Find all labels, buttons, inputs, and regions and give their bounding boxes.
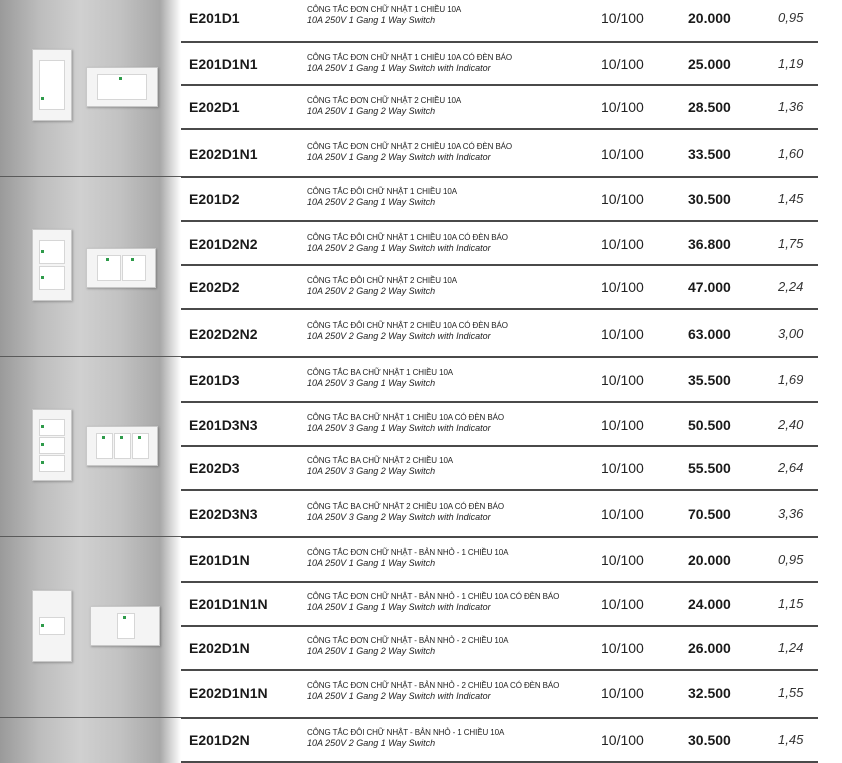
description-english: 10A 250V 3 Gang 1 Way Switch xyxy=(307,378,436,388)
table-row xyxy=(181,358,818,401)
description-english: 10A 250V 1 Gang 2 Way Switch with Indicator xyxy=(307,152,491,162)
group-separator xyxy=(0,176,181,177)
table-row xyxy=(181,719,818,761)
description-english: 10A 250V 3 Gang 2 Way Switch xyxy=(307,466,436,476)
price-vnd: 20.000 xyxy=(688,552,731,568)
pack-quantity: 10/100 xyxy=(601,279,644,295)
product-description xyxy=(307,96,607,116)
pack-quantity: 10/100 xyxy=(601,596,644,612)
price-usd: 0,95 xyxy=(778,552,804,567)
description-english: 10A 250V 1 Gang 1 Way Switch with Indicator xyxy=(307,602,491,612)
description-english: 10A 250V 1 Gang 2 Way Switch xyxy=(307,646,436,656)
description-english: 10A 250V 1 Gang 2 Way Switch with Indicator xyxy=(307,691,491,701)
price-usd: 1,15 xyxy=(778,596,804,611)
pack-quantity: 10/100 xyxy=(601,732,644,748)
pack-quantity: 10/100 xyxy=(601,552,644,568)
price-usd: 1,45 xyxy=(778,732,804,747)
product-code: E202D3 xyxy=(189,460,240,476)
description-english: 10A 250V 2 Gang 1 Way Switch with Indicator xyxy=(307,243,491,253)
description-english: 10A 250V 2 Gang 1 Way Switch xyxy=(307,197,436,207)
price-vnd: 26.000 xyxy=(688,640,731,656)
price-usd: 1,60 xyxy=(778,146,804,161)
price-vnd: 63.000 xyxy=(688,326,731,342)
description-vietnamese: CÔNG TẮC ĐÔI CHỮ NHẬT 1 CHIỀU 10A CÓ ĐÈN BÁO xyxy=(307,233,508,242)
product-description xyxy=(307,276,607,296)
single-switch-horizontal-image xyxy=(86,67,158,107)
description-vietnamese: CÔNG TẮC ĐƠN CHỮ NHẬT - BẢN NHỎ - 1 CHIỀU 10A xyxy=(307,548,509,557)
table-row xyxy=(181,447,818,489)
table-row xyxy=(181,310,818,356)
pack-quantity: 10/100 xyxy=(601,372,644,388)
description-vietnamese: CÔNG TẮC ĐƠN CHỮ NHẬT - BẢN NHỎ - 2 CHIỀU 10A CÓ ĐÈN BÁO xyxy=(307,681,560,690)
price-vnd: 70.500 xyxy=(688,506,731,522)
product-description xyxy=(307,321,607,341)
product-description xyxy=(307,53,607,73)
product-code: E201D3 xyxy=(189,372,240,388)
description-vietnamese: CÔNG TẮC ĐƠN CHỮ NHẬT 2 CHIỀU 10A xyxy=(307,96,462,105)
description-vietnamese: CÔNG TẮC BA CHỮ NHẬT 2 CHIỀU 10A xyxy=(307,456,454,465)
table-row xyxy=(181,266,818,308)
product-description xyxy=(307,187,607,207)
group-separator xyxy=(0,717,181,718)
price-usd: 2,24 xyxy=(778,279,804,294)
product-code: E201D2N2 xyxy=(189,236,258,252)
small-switch-horizontal-image xyxy=(90,606,160,646)
pack-quantity: 10/100 xyxy=(601,99,644,115)
pack-quantity: 10/100 xyxy=(601,640,644,656)
description-english: 10A 250V 1 Gang 2 Way Switch xyxy=(307,106,436,116)
description-vietnamese: CÔNG TẮC BA CHỮ NHẬT 1 CHIỀU 10A CÓ ĐÈN BÁO xyxy=(307,413,504,422)
table-row xyxy=(181,403,818,445)
description-english: 10A 250V 2 Gang 2 Way Switch with Indicator xyxy=(307,331,491,341)
table-row xyxy=(181,671,818,717)
price-usd: 1,55 xyxy=(778,685,804,700)
description-vietnamese: CÔNG TẮC ĐÔI CHỮ NHẬT - BẢN NHỎ - 1 CHIỀU 10A xyxy=(307,728,505,737)
description-vietnamese: CÔNG TẮC BA CHỮ NHẬT 2 CHIỀU 10A CÓ ĐÈN BÁO xyxy=(307,502,504,511)
pack-quantity: 10/100 xyxy=(601,326,644,342)
price-vnd: 20.000 xyxy=(688,10,731,26)
price-usd: 1,36 xyxy=(778,99,804,114)
product-description xyxy=(307,592,607,612)
product-code: E201D1N1N xyxy=(189,596,268,612)
product-description xyxy=(307,728,607,748)
price-usd: 1,45 xyxy=(778,191,804,206)
product-code: E202D2N2 xyxy=(189,326,258,342)
triple-switch-vertical-image xyxy=(32,409,72,481)
description-english: 10A 250V 2 Gang 1 Way Switch xyxy=(307,738,436,748)
table-row xyxy=(181,43,818,84)
price-usd: 1,69 xyxy=(778,372,804,387)
price-usd: 3,00 xyxy=(778,326,804,341)
product-code: E201D2 xyxy=(189,191,240,207)
price-vnd: 33.500 xyxy=(688,146,731,162)
table-row xyxy=(181,491,818,536)
description-english: 10A 250V 1 Gang 1 Way Switch with Indicator xyxy=(307,63,491,73)
price-vnd: 30.500 xyxy=(688,191,731,207)
triple-switch-horizontal-image xyxy=(86,426,158,466)
product-description xyxy=(307,502,607,522)
description-vietnamese: CÔNG TẮC ĐƠN CHỮ NHẬT 1 CHIỀU 10A xyxy=(307,5,462,14)
price-vnd: 36.800 xyxy=(688,236,731,252)
description-english: 10A 250V 1 Gang 1 Way Switch xyxy=(307,15,436,25)
price-vnd: 47.000 xyxy=(688,279,731,295)
group-separator xyxy=(0,536,181,537)
product-code: E201D1N1 xyxy=(189,56,258,72)
product-code: E201D1N xyxy=(189,552,250,568)
table-row xyxy=(181,86,818,128)
pack-quantity: 10/100 xyxy=(601,685,644,701)
product-code: E202D2 xyxy=(189,279,240,295)
price-usd: 0,95 xyxy=(778,10,804,25)
price-vnd: 25.000 xyxy=(688,56,731,72)
price-vnd: 28.500 xyxy=(688,99,731,115)
product-description xyxy=(307,368,607,388)
table-row xyxy=(181,178,818,220)
price-usd: 1,19 xyxy=(778,56,804,71)
description-vietnamese: CÔNG TẮC ĐÔI CHỮ NHẬT 2 CHIỀU 10A xyxy=(307,276,457,285)
description-english: 10A 250V 3 Gang 1 Way Switch with Indicator xyxy=(307,423,491,433)
product-code: E202D1N1 xyxy=(189,146,258,162)
description-vietnamese: CÔNG TẮC ĐƠN CHỮ NHẬT - BẢN NHỎ - 1 CHIỀU 10A CÓ ĐÈN BÁO xyxy=(307,592,560,601)
description-english: 10A 250V 2 Gang 2 Way Switch xyxy=(307,286,436,296)
pack-quantity: 10/100 xyxy=(601,460,644,476)
table-row xyxy=(181,222,818,264)
table-row xyxy=(181,627,818,669)
pack-quantity: 10/100 xyxy=(601,506,644,522)
product-description xyxy=(307,681,607,701)
pack-quantity: 10/100 xyxy=(601,236,644,252)
price-vnd: 55.500 xyxy=(688,460,731,476)
pack-quantity: 10/100 xyxy=(601,417,644,433)
description-vietnamese: CÔNG TẮC ĐÔI CHỮ NHẬT 1 CHIỀU 10A xyxy=(307,187,457,196)
description-english: 10A 250V 1 Gang 1 Way Switch xyxy=(307,558,436,568)
description-vietnamese: CÔNG TẮC ĐƠN CHỮ NHẬT 2 CHIỀU 10A CÓ ĐÈN BÁO xyxy=(307,142,513,151)
price-usd: 1,24 xyxy=(778,640,804,655)
product-code: E201D3N3 xyxy=(189,417,258,433)
product-description xyxy=(307,456,607,476)
pack-quantity: 10/100 xyxy=(601,56,644,72)
description-vietnamese: CÔNG TẮC ĐƠN CHỮ NHẬT 1 CHIỀU 10A CÓ ĐÈN BÁO xyxy=(307,53,513,62)
single-switch-vertical-image xyxy=(32,49,72,121)
price-vnd: 50.500 xyxy=(688,417,731,433)
description-vietnamese: CÔNG TẮC ĐÔI CHỮ NHẬT 2 CHIỀU 10A CÓ ĐÈN BÁO xyxy=(307,321,508,330)
table-row xyxy=(181,538,818,581)
price-vnd: 32.500 xyxy=(688,685,731,701)
product-description xyxy=(307,233,607,253)
product-code: E201D1 xyxy=(189,10,240,26)
product-description xyxy=(307,548,607,568)
double-switch-vertical-image xyxy=(32,229,72,301)
product-code: E201D2N xyxy=(189,732,250,748)
product-description xyxy=(307,142,607,162)
table-row xyxy=(181,583,818,625)
product-code: E202D1 xyxy=(189,99,240,115)
pack-quantity: 10/100 xyxy=(601,146,644,162)
product-description xyxy=(307,413,607,433)
price-usd: 2,40 xyxy=(778,417,804,432)
table-row xyxy=(181,130,818,176)
description-vietnamese: CÔNG TẮC ĐƠN CHỮ NHẬT - BẢN NHỎ - 2 CHIỀU 10A xyxy=(307,636,509,645)
description-vietnamese: CÔNG TẮC BA CHỮ NHẬT 1 CHIỀU 10A xyxy=(307,368,454,377)
group-separator xyxy=(0,356,181,357)
small-switch-vertical-image xyxy=(32,590,72,662)
price-vnd: 35.500 xyxy=(688,372,731,388)
product-code: E202D3N3 xyxy=(189,506,258,522)
pack-quantity: 10/100 xyxy=(601,10,644,26)
price-vnd: 30.500 xyxy=(688,732,731,748)
price-vnd: 24.000 xyxy=(688,596,731,612)
price-usd: 3,36 xyxy=(778,506,804,521)
double-switch-horizontal-image xyxy=(86,248,156,288)
table-row xyxy=(181,0,818,41)
price-usd: 1,75 xyxy=(778,236,804,251)
product-code: E202D1N1N xyxy=(189,685,268,701)
description-english: 10A 250V 3 Gang 2 Way Switch with Indicator xyxy=(307,512,491,522)
product-image-band xyxy=(0,0,181,763)
product-code: E202D1N xyxy=(189,640,250,656)
pack-quantity: 10/100 xyxy=(601,191,644,207)
product-description xyxy=(307,5,607,25)
product-description xyxy=(307,636,607,656)
price-usd: 2,64 xyxy=(778,460,804,475)
